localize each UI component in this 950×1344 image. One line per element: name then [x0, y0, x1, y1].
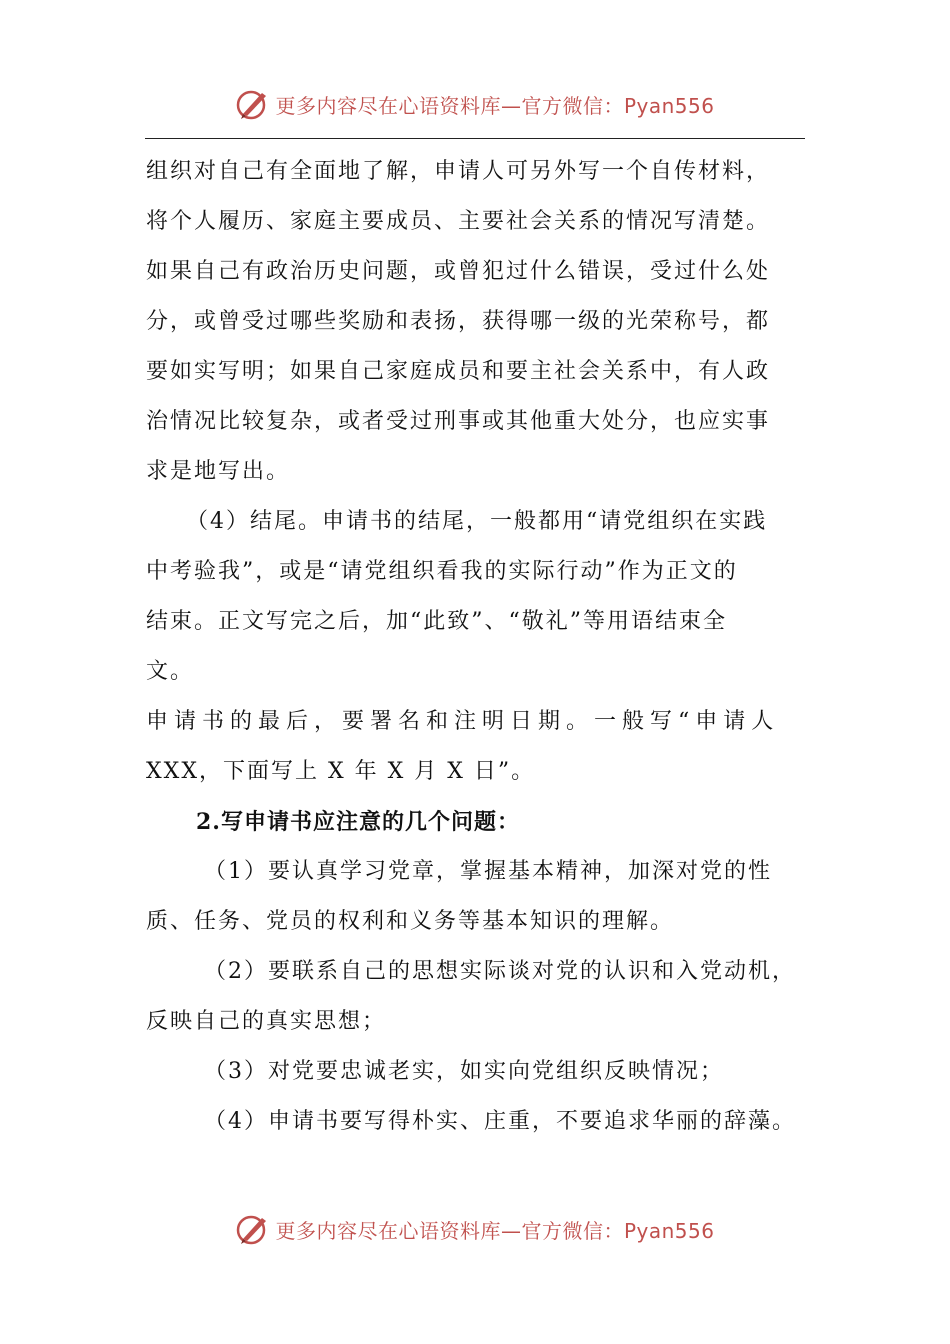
text-line: （4）结尾。申请书的结尾，一般都用“请党组织在实践	[186, 509, 768, 534]
text-line: （2）要联系自己的思想实际谈对党的认识和入党动机，	[204, 959, 796, 984]
header-divider	[145, 138, 805, 139]
text-line: 要如实写明；如果自己家庭成员和要主社会关系中，有人政	[146, 359, 771, 384]
footer-banner-text: 更多内容尽在心语资料库—官方微信：Pyan556	[275, 1218, 715, 1243]
header-banner-text: 更多内容尽在心语资料库—官方微信：Pyan556	[275, 93, 715, 118]
text-line: 结束。正文写完之后，加“此致”、“敬礼”等用语结束全	[146, 609, 727, 634]
header-banner	[0, 84, 950, 124]
text-line: （1）要认真学习党章，掌握基本精神，加深对党的性	[204, 859, 772, 884]
text-line: 组织对自己有全面地了解，申请人可另外写一个自传材料，	[146, 159, 771, 184]
text-line: 反映自己的真实思想；	[146, 1009, 387, 1034]
text-line: XXX，下面写上 X 年 X 月 X 日”。	[146, 759, 536, 784]
pen-logo-icon	[235, 86, 271, 122]
text-line: 如果自己有政治历史问题，或曾犯过什么错误，受过什么处	[146, 259, 771, 284]
pen-logo-icon	[235, 1211, 271, 1247]
text-line: 治情况比较复杂，或者受过刑事或其他重大处分，也应实事	[146, 409, 771, 434]
text-line: （3）对党要忠诚老实，如实向党组织反映情况；	[204, 1059, 724, 1084]
section-heading: 2.写申请书应注意的几个问题：	[196, 809, 520, 835]
text-line: 质、任务、党员的权利和义务等基本知识的理解。	[146, 909, 675, 934]
text-line: 将个人履历、家庭主要成员、主要社会关系的情况写清楚。	[146, 209, 771, 234]
text-line: 中考验我”，或是“请党组织看我的实际行动”作为正文的	[146, 559, 738, 584]
text-line: 求是地写出。	[146, 459, 291, 484]
text-line: （4）申请书要写得朴实、庄重，不要追求华丽的辞藻。	[204, 1109, 796, 1134]
text-line: 文。	[146, 659, 195, 684]
text-line: 分，或曾受过哪些奖励和表扬，获得哪一级的光荣称号，都	[146, 309, 771, 334]
text-line: 申请书的最后，要署名和注明日期。一般写“申请人	[146, 709, 780, 734]
footer-banner	[0, 1209, 950, 1249]
